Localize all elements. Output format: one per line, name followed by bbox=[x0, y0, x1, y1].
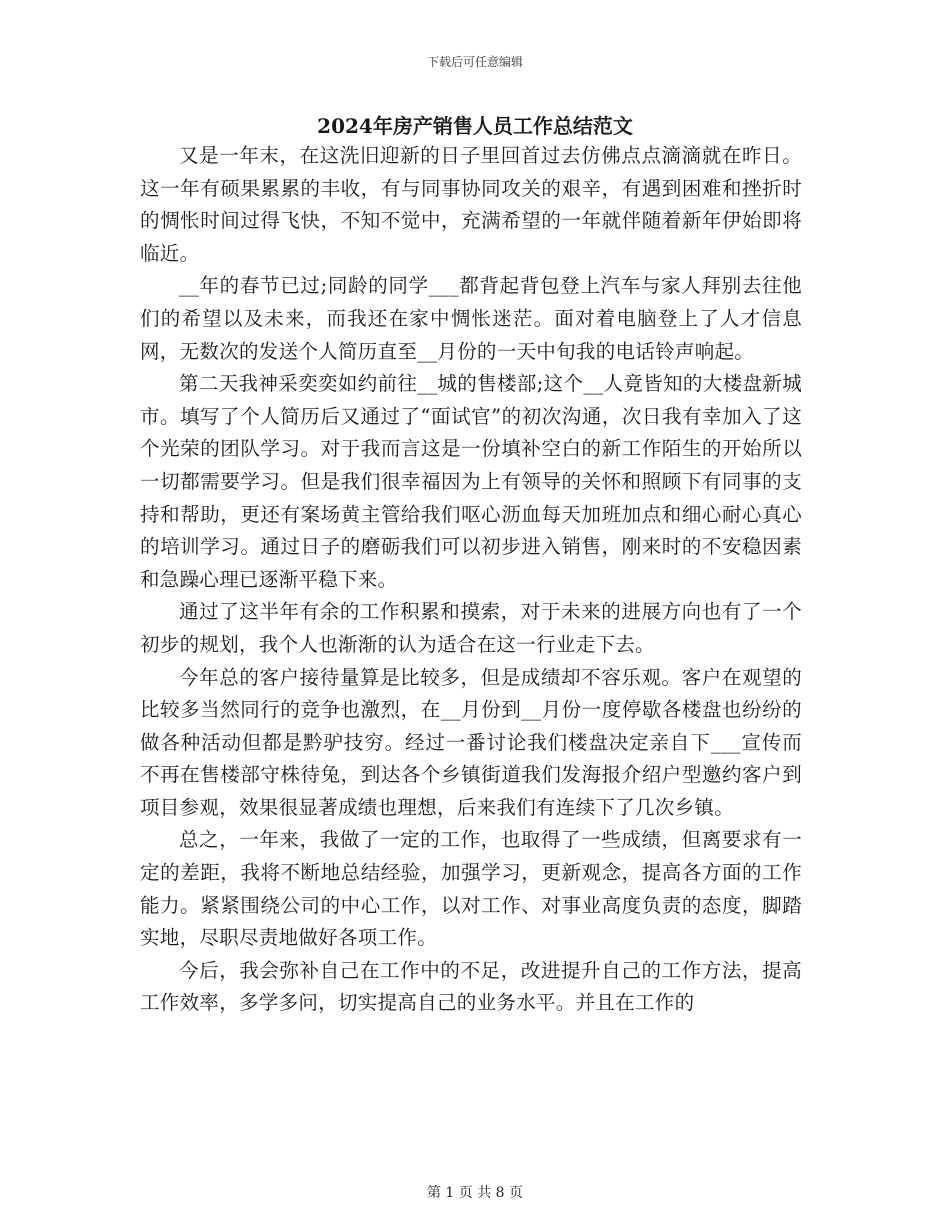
paragraph-5: 今年总的客户接待量算是比较多，但是成绩却不容乐观。客户在观望的比较多当然同行的竞争也激烈，在__月份到__月份一度停歇各楼盘也纷纷的做各种活动但都是黔驴技穷。经过一番讨论我们楼盘决定亲自下___宣传而不再在售楼部守株待兔，到达各个乡镇街道我们发海报介绍户型邀约客户到项目参观，效果很显著成绩也理想，后来我们有连续下了几次乡镇。 bbox=[140, 665, 802, 819]
paragraph-1: 又是一年末，在这洗旧迎新的日子里回首过去仿佛点点滴滴就在昨日。这一年有硕果累累的丰收，有与同事协同攻关的艰辛，有遇到困难和挫折时的惆怅时间过得飞快，不知不觉中，充满希望的一年就伴随着新年伊始即将临近。 bbox=[140, 144, 802, 265]
paragraph-7: 今后，我会弥补自己在工作中的不足，改进提升自己的工作方法，提高工作效率，多学多问，切实提高自己的业务水平。并且在工作的 bbox=[140, 958, 802, 1015]
paragraph-3: 第二天我神采奕奕如约前往__城的售楼部;这个__人竟皆知的大楼盘新城市。填写了个人简历后又通过了“面试官”的初次沟通，次日我有幸加入了这个光荣的团队学习。对于我而言这是一份填补空白的新工作陌生的开始所以一切都需要学习。但是我们很幸福因为上有领导的关怀和照顾下有同事的支持和帮助，更还有案场黄主管给我们呕心沥血每天加班加点和细心耐心真心的培训学习。通过日子的磨砺我们可以初步进入销售，刚来时的不安稳因素和急躁心理已逐渐平稳下来。 bbox=[140, 372, 802, 591]
paragraph-2: __年的春节已过;同龄的同学___都背起背包登上汽车与家人拜别去往他们的希望以及未来，而我还在家中惆怅迷茫。面对着电脑登上了人才信息网，无数次的发送个人简历直至__月份的一天中旬我的电话铃声响起。 bbox=[140, 274, 802, 363]
document-title: 2024年房产销售人员工作总结范文 bbox=[317, 114, 633, 138]
header-note: 下载后可任意编辑 bbox=[426, 55, 523, 69]
document-body bbox=[140, 140, 802, 1020]
paragraph-6: 总之，一年来，我做了一定的工作，也取得了一些成绩，但离要求有一定的差距，我将不断地总结经验，加强学习，更新观念，提高各方面的工作能力。紧紧围绕公司的中心工作，以对工作、对事业高度负责的态度，脚踏实地，尽职尽责地做好各项工作。 bbox=[140, 828, 802, 950]
page-number: 第 1 页 共 8 页 bbox=[426, 1185, 524, 1201]
paragraph-4: 通过了这半年有余的工作积累和摸索，对于未来的进展方向也有了一个初步的规划，我个人也渐渐的认为适合在这一行业走下去。 bbox=[140, 600, 802, 656]
